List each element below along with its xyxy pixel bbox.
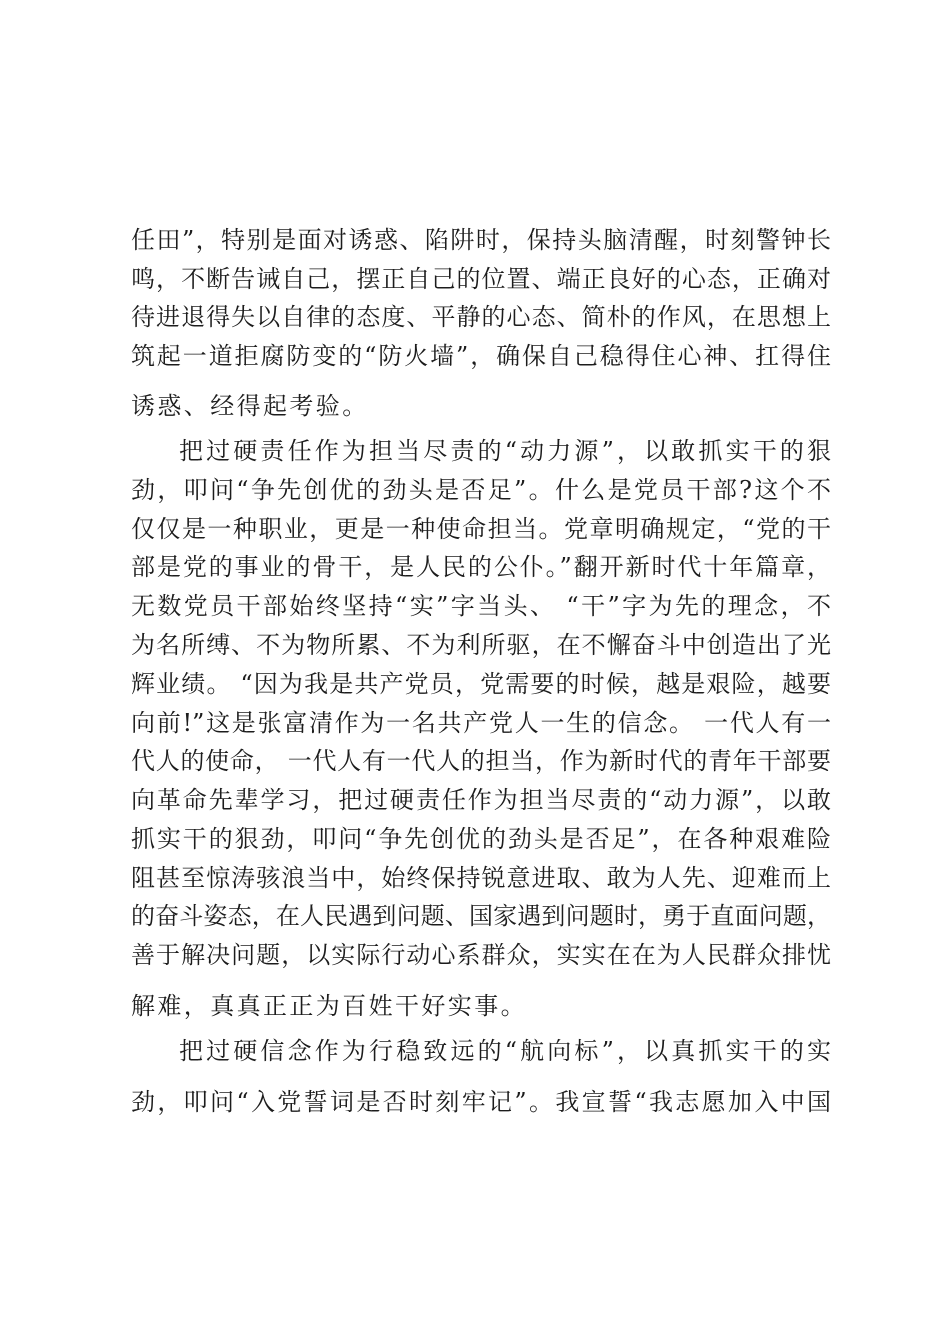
text-line: 把过硬信念作为行稳致远的“航向标”，以真抓实干的实 xyxy=(179,1037,831,1065)
text-line: 解难，真真正正为百姓干好实事。 xyxy=(131,992,527,1020)
text-line: 抓实干的狠劲，叩问“争先创优的劲头是否足”，在各种艰难险 xyxy=(131,825,831,853)
text-line: 善于解决问题，以实际行动心系群众，实实在在为人民群众排忧 xyxy=(131,941,831,969)
text-line: 劲，叩问“争先创优的劲头是否足”。什么是党员干部?这个不 xyxy=(131,476,831,504)
text-line: 待进退得失以自律的态度、平静的心态、简朴的作风，在思想上 xyxy=(131,303,831,331)
text-line: 阻甚至惊涛骇浪当中，始终保持锐意进取、敢为人先、迎难而上 xyxy=(131,864,831,892)
text-line: 的奋斗姿态，在人民遇到问题、国家遇到问题时，勇于直面问题， xyxy=(131,902,831,930)
text-line: 筑起一道拒腐防变的“防火墙”，确保自己稳得住心神、扛得住 xyxy=(131,342,831,370)
text-line: 任田”，特别是面对诱惑、陷阱时，保持头脑清醒，时刻警钟长 xyxy=(131,226,831,254)
text-line: 为名所缚、不为物所累、不为利所驱，在不懈奋斗中创造出了光 xyxy=(131,631,831,659)
text-line: 把过硬责任作为担当尽责的“动力源”，以敢抓实干的狠 xyxy=(179,437,831,465)
text-line: 代人的使命， 一代人有一代人的担当，作为新时代的青年干部要 xyxy=(131,747,831,775)
text-line: 向革命先辈学习，把过硬责任作为担当尽责的“动力源”，以敢 xyxy=(131,786,831,814)
text-line: 无数党员干部始终坚持“实”字当头、 “干”字为先的理念，不 xyxy=(131,592,831,620)
text-line: 劲，叩问“入党誓词是否时刻牢记”。我宣誓“我志愿加入中国 xyxy=(131,1088,831,1116)
text-line: 仅仅是一种职业，更是一种使命担当。党章明确规定，“党的干 xyxy=(131,515,831,543)
text-line: 辉业绩。 “因为我是共产党员，党需要的时候，越是艰险，越要 xyxy=(131,670,831,698)
text-line: 向前!”这是张富清作为一名共产党人一生的信念。 一代人有一 xyxy=(131,709,831,737)
text-line: 诱惑、经得起考验。 xyxy=(131,392,369,420)
text-line: 部是党的事业的骨干，是人民的公仆。”翻开新时代十年篇章， xyxy=(131,553,831,581)
text-line: 鸣，不断告诫自己，摆正自己的位置、端正良好的心态，正确对 xyxy=(131,265,831,293)
